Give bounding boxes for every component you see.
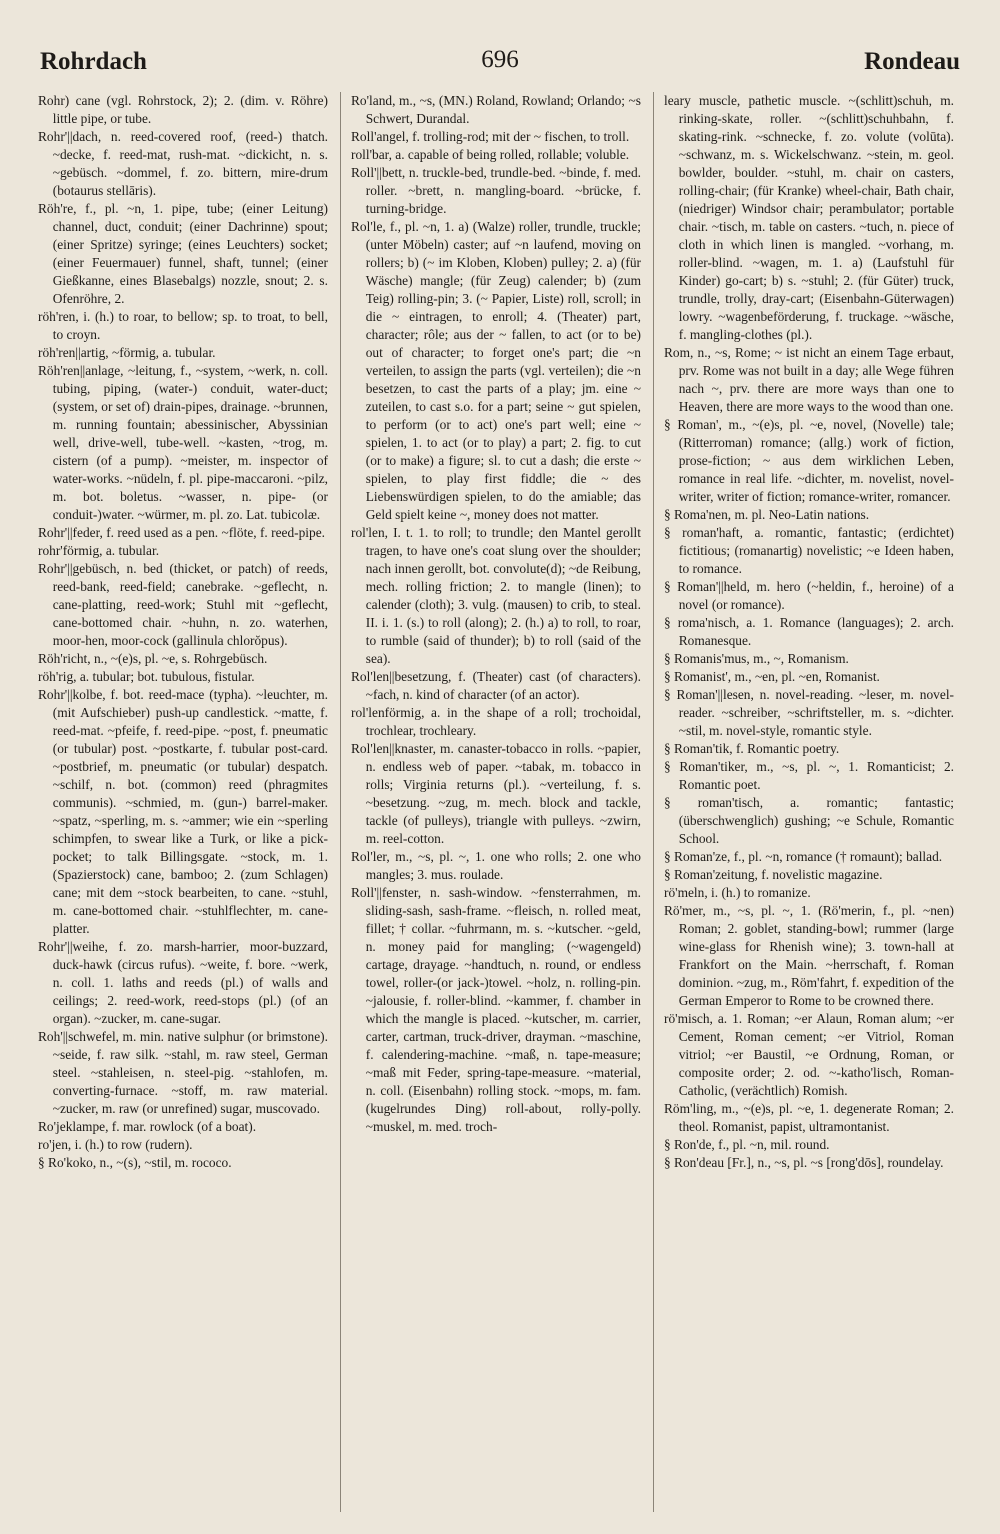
dictionary-entry: § Roman'||held, m. hero (~heldin, f., heroine) of a novel (or romance). bbox=[664, 579, 954, 612]
dictionary-entry: Rohr'||weihe, f. zo. marsh-harrier, moor-buzzard, duck-hawk (circus rufus). ~weite, f. bore. ~werk, n. coll. 1. laths and reeds (pl.) of walls and ceilings; 2. reed-work, reed-stops (pl.) (of an organ). ~zucker, m. cane-sugar. bbox=[38, 939, 328, 1026]
dictionary-entry: Roll'||fenster, n. sash-window. ~fensterrahmen, m. sliding-sash, sash-frame. ~fleisch, n. rolled meat, fillet; † collar. ~fuhrmann, m. s. ~kutscher. ~geld, n. money paid for mangling; (~wagengeld) cartage, drayage. ~handtuch, n. round, or endless towel, roller-(or jack-)towel. ~holz, n. rolling-pin. ~jalousie, f. roller-blind. ~kammer, f. chamber in which the mangle is placed. ~kutscher, m. carrier, carter, cartman, truck-driver, drayman. ~maschine, f. calendering-machine. ~maß, n. tape-measure; ~maß mit Feder, spring-tape-measure. ~material, n. coll. (Eisenbahn) rolling stock. ~mops, m. fam. (kugelrundes Ding) roll-about, rolly-polly. ~muskel, m. med. troch- bbox=[351, 885, 641, 1134]
dictionary-entry: Rol'len||knaster, m. canaster-tobacco in rolls. ~papier, n. endless web of paper. ~tabak, m. tobacco in rolls; Virginia returns (pl.). ~verteilung, f. s. ~besetzung. ~zug, m. mech. block and tackle, tackle (of pulleys), triangle with pulleys. ~zwirn, m. reel-cotton. bbox=[351, 741, 641, 846]
text-columns bbox=[38, 92, 954, 1512]
dictionary-entry: Röh're, f., pl. ~n, 1. pipe, tube; (einer Leitung) channel, duct, conduit; (einer Dachrinne) spout; (einer Spritze) syringe; (eines Leuchters) socket; (einer Feuermauer) funnel, shaft, tunnel; (einer Gießkanne, eines Blasebalgs) nozzle, snout; 2. s. Ofenröhre, 2. bbox=[38, 201, 328, 306]
dictionary-entry: rohr'förmig, a. tubular. bbox=[38, 543, 160, 558]
running-head bbox=[40, 40, 960, 80]
right-catchword: Rondeau bbox=[864, 48, 960, 75]
dictionary-entry: röh'rig, a. tubular; bot. tubulous, fistular. bbox=[38, 669, 255, 684]
dictionary-entry: § roman'haft, a. romantic, fantastic; (erdichtet) fictitious; (romanartig) novelistic; ~e Ideen haben, to romance. bbox=[664, 525, 954, 576]
dictionary-entry: ro'jen, i. (h.) to row (rudern). bbox=[38, 1137, 193, 1152]
dictionary-entry: leary muscle, pathetic muscle. ~(schlitt)schuh, m. rinking-skate, roller. ~(schlitt)schuhbahn, f. skating-rink. ~schnecke, f. zo. volute (volūta). ~schwanz, m. s. Wickelschwanz. ~stein, m. geol. bowlder, boulder. ~stuhl, m. chair on casters, rolling-chair; (für Kranke) wheel-chair, Bath chair, (niedriger) Windsor chair; perambulator; portable chair. ~tisch, m. table on casters. ~tuch, n. piece of cloth in which linen is mangled. ~vorhang, m. roller-blind. ~wagen, m. 1. a) (Laufstuhl für Kinder) go-cart; b) s. ~stuhl; 2. (für Güter) truck, trundle, trolly, dray-cart; (Eisenbahn-Güterwagen) lowry. ~wagenbeförderung, f. truckage. ~wäsche, f. mangling-clothes (pl.). bbox=[664, 93, 954, 342]
dictionary-entry: rö'misch, a. 1. Roman; ~er Alaun, Roman alum; ~er Cement, Roman cement; ~er Vitriol, Roman vitriol; ~er Baustil, ~e Ordnung, Roman, or composite order; 2. od. ~-katho'lisch, Roman-Catholic, (verächtlich) Romish. bbox=[664, 1011, 954, 1098]
dictionary-entry: Rom, n., ~s, Rome; ~ ist nicht an einem Tage erbaut, prv. Rome was not built in a day; alle Wege führen nach ~, prv. there are more ways than one to Heaven, there are more ways to the wood than one. bbox=[664, 345, 954, 414]
dictionary-entry: § Ron'deau [Fr.], n., ~s, pl. ~s [rong'dōs], roundelay. bbox=[664, 1155, 944, 1170]
dictionary-entry: § Roman'||lesen, n. novel-reading. ~leser, m. novel-reader. ~schreiber, ~schriftsteller, m. s. ~dichter. ~stil, m. novel-style, romantic style. bbox=[664, 687, 954, 738]
column-2 bbox=[340, 92, 641, 1512]
dictionary-entry: Roll'angel, f. trolling-rod; mit der ~ fischen, to troll. bbox=[351, 129, 630, 144]
page-number: 696 bbox=[481, 46, 519, 73]
dictionary-entry: § Roman', m., ~(e)s, pl. ~e, novel, (Novelle) tale; (Ritterroman) romance; (allg.) work of fiction, prose-fiction; ~ aus dem wirklichen Leben, romance in real life. ~dichter, m. novelist, novel-writer, writer of fiction; romance-writer, romancer. bbox=[664, 417, 954, 504]
column-3 bbox=[653, 92, 954, 1512]
dictionary-entry: Röm'ling, m., ~(e)s, pl. ~e, 1. degenerate Roman; 2. theol. Romanist, papist, ultramontanist. bbox=[664, 1101, 954, 1134]
dictionary-entry: Ro'jeklampe, f. mar. rowlock (of a boat). bbox=[38, 1119, 257, 1134]
dictionary-entry: rö'meln, i. (h.) to romanize. bbox=[664, 885, 811, 900]
dictionary-entry: Rohr'||gebüsch, n. bed (thicket, or patch) of reeds, reed-bank, reed-field; canebrake. ~geflecht, n. cane-platting, reed-work; Stuhl mit ~geflecht, cane-bottomed chair. ~huhn, n. zo. waterhen, moor-hen, moor-cock (gallinula chlorŏpus). bbox=[38, 561, 328, 648]
dictionary-entry: Rohr'||kolbe, f. bot. reed-mace (typha). ~leuchter, m. (mit Aufschieber) push-up candlestick. ~matte, f. reed-mat. ~pfeife, f. reed-pipe. ~post, f. pneumatic (or tubular) post. ~postkarte, f. tubular post-card. ~postbrief, m. pneumatic (or tubular) despatch. ~schilf, n. bot. (common) reed (phragmites communis). ~schmied, m. (gun-) barrel-maker. ~spatz, ~sperling, m. s. ~ammer; wie ein ~sperling schimpfen, to swear like a Turk, or like a pick-pocket; to talk Billingsgate. ~stock, m. 1. (Spazierstock) cane, bamboo; 2. (zum Schlagen) cane; mit dem ~stock bearbeiten, to cane. ~stuhl, m. cane-bottomed chair. ~stuhlflechter, m. cane-platter. bbox=[38, 687, 328, 936]
dictionary-entry: Roh'||schwefel, m. min. native sulphur (or brimstone). ~seide, f. raw silk. ~stahl, m. raw steel, German steel. ~stahleisen, n. steel-pig. ~stahlofen, m. converting-furnace. ~stoff, m. raw material. ~zucker, m. raw (or unrefined) sugar, muscovado. bbox=[38, 1029, 328, 1116]
dictionary-entry: § Roma'nen, m. pl. Neo-Latin nations. bbox=[664, 507, 870, 522]
dictionary-entry: § Roman'tiker, m., ~s, pl. ~, 1. Romanticist; 2. Romantic poet. bbox=[664, 759, 954, 792]
dictionary-entry: § Romanist', m., ~en, pl. ~en, Romanist. bbox=[664, 669, 880, 684]
dictionary-entry: Roll'||bett, n. truckle-bed, trundle-bed. ~binde, f. med. roller. ~brett, n. mangling-board. ~brücke, f. turning-bridge. bbox=[351, 165, 641, 216]
column-1 bbox=[38, 92, 328, 1512]
dictionary-entry: § Ro'koko, n., ~(s), ~stil, m. rococo. bbox=[38, 1155, 232, 1170]
dictionary-entry: § Roman'tik, f. Romantic poetry. bbox=[664, 741, 840, 756]
dictionary-entry: § roma'nisch, a. 1. Romance (languages); 2. arch. Romanesque. bbox=[664, 615, 954, 648]
dictionary-entry: Röh'richt, n., ~(e)s, pl. ~e, s. Rohrgebüsch. bbox=[38, 651, 268, 666]
dictionary-entry: Rohr) cane (vgl. Rohrstock, 2); 2. (dim. v. Röhre) little pipe, or tube. bbox=[38, 93, 328, 126]
dictionary-entry: Rol'le, f., pl. ~n, 1. a) (Walze) roller, trundle, truckle; (unter Möbeln) caster; auf ~n laufend, moving on rollers; b) (~ im Kloben, Kloben) pulley; 2. a) (für Wäsche) mangle; (für Zeug) calender; b) (zum Teig) rolling-pin; 3. (~ Papier, Liste) roll, scroll; in die ~ eintragen, to enroll; 4. (Theater) part, character; rôle; aus der ~ fallen, to act (or to be) out of character; to forget one's part; die ~n verteilen, to assign the parts (vgl. verteilen); die ~n besetzen, to cast the parts of a play; jm. eine ~ zuteilen, to cast s.o. for a part; seine ~ gut spielen, to perform (or to act) one's part well; eine ~ spielen, 1. to act (or to play) a part; 2. fig. to cut (or to make) a figure; sl. to cut a dash; die erste ~ spielen, to play first fiddle; die ~ des Liebenswürdigen spielen, to do the amiable; das Geld spielt keine ~, money does not matter. bbox=[351, 219, 641, 522]
dictionary-entry: § Roman'ze, f., pl. ~n, romance († romaunt); ballad. bbox=[664, 849, 943, 864]
dictionary-entry: röh'ren, i. (h.) to roar, to bellow; sp. to troat, to bell, to croyn. bbox=[38, 309, 328, 342]
dictionary-entry: Rol'ler, m., ~s, pl. ~, 1. one who rolls; 2. one who mangles; 3. mus. roulade. bbox=[351, 849, 641, 882]
dictionary-entry: Röh'ren||anlage, ~leitung, f., ~system, ~werk, n. coll. tubing, piping, (water-) conduit, water-duct; (system, or set of) drain-pipes, drainage. ~brunnen, m. running fountain; abessinischer, Abyssinian well, drive-well, tube-well. ~kasten, ~trog, m. cistern (of a pump). ~meister, m. inspector of water-works. ~nüdeln, f. pl. pipe-maccaroni. ~pilz, m. bot. boletus. ~wasser, n. pipe- (or conduit-)water. ~würmer, m. pl. zo. Lat. tubicolæ. bbox=[38, 363, 328, 522]
dictionary-entry: roll'bar, a. capable of being rolled, rollable; voluble. bbox=[351, 147, 630, 162]
dictionary-entry: röh'ren||artig, ~förmig, a. tubular. bbox=[38, 345, 216, 360]
dictionary-entry: rol'lenförmig, a. in the shape of a roll; trochoidal, trochlear, trochleary. bbox=[351, 705, 641, 738]
dictionary-entry: § Ron'de, f., pl. ~n, mil. round. bbox=[664, 1137, 830, 1152]
dictionary-entry: rol'len, I. t. 1. to roll; to trundle; den Mantel gerollt tragen, to have one's coat slung over the shoulder; nach innen gerollt, bot. convolute(d); ~de Reibung, mech. rolling friction; 2. to mangle (linen); to calender (cloth); 3. vulg. (mausen) to crib, to steal. II. i. 1. (s.) to roll (along); 2. (h.) a) to roll, to roar, to rumble (said of thunder); b) to roll (said of the sea). bbox=[351, 525, 641, 666]
dictionary-entry: Rö'mer, m., ~s, pl. ~, 1. (Rö'merin, f., pl. ~nen) Roman; 2. goblet, standing-bowl; rummer (large wine-glass for Rhenish wine); 3. town-hall at Frankfort on the Main. ~herrschaft, f. Roman dominion. ~zug, m., Röm'fahrt, f. expedition of the German Emperor to Rome to be crowned there. bbox=[664, 903, 954, 1008]
dictionary-entry: Ro'land, m., ~s, (MN.) Roland, Rowland; Orlando; ~s Schwert, Durandal. bbox=[351, 93, 641, 126]
left-catchword: Rohrdach bbox=[40, 48, 147, 75]
dictionary-entry: § Roman'zeitung, f. novelistic magazine. bbox=[664, 867, 883, 882]
dictionary-entry: § Romanis'mus, m., ~, Romanism. bbox=[664, 651, 849, 666]
dictionary-entry: Rohr'||feder, f. reed used as a pen. ~flöte, f. reed-pipe. bbox=[38, 525, 326, 540]
dictionary-entry: Rol'len||besetzung, f. (Theater) cast (of characters). ~fach, n. kind of character (of an actor). bbox=[351, 669, 641, 702]
dictionary-entry: § roman'tisch, a. romantic; fantastic; (überschwenglich) gushing; ~e Schule, Romantic School. bbox=[664, 795, 954, 846]
dictionary-entry: Rohr'||dach, n. reed-covered roof, (reed-) thatch. ~decke, f. reed-mat, rush-mat. ~dickicht, n. s. ~gebüsch. ~dommel, f. zo. bittern, mire-drum (botaurus stellāris). bbox=[38, 129, 328, 198]
